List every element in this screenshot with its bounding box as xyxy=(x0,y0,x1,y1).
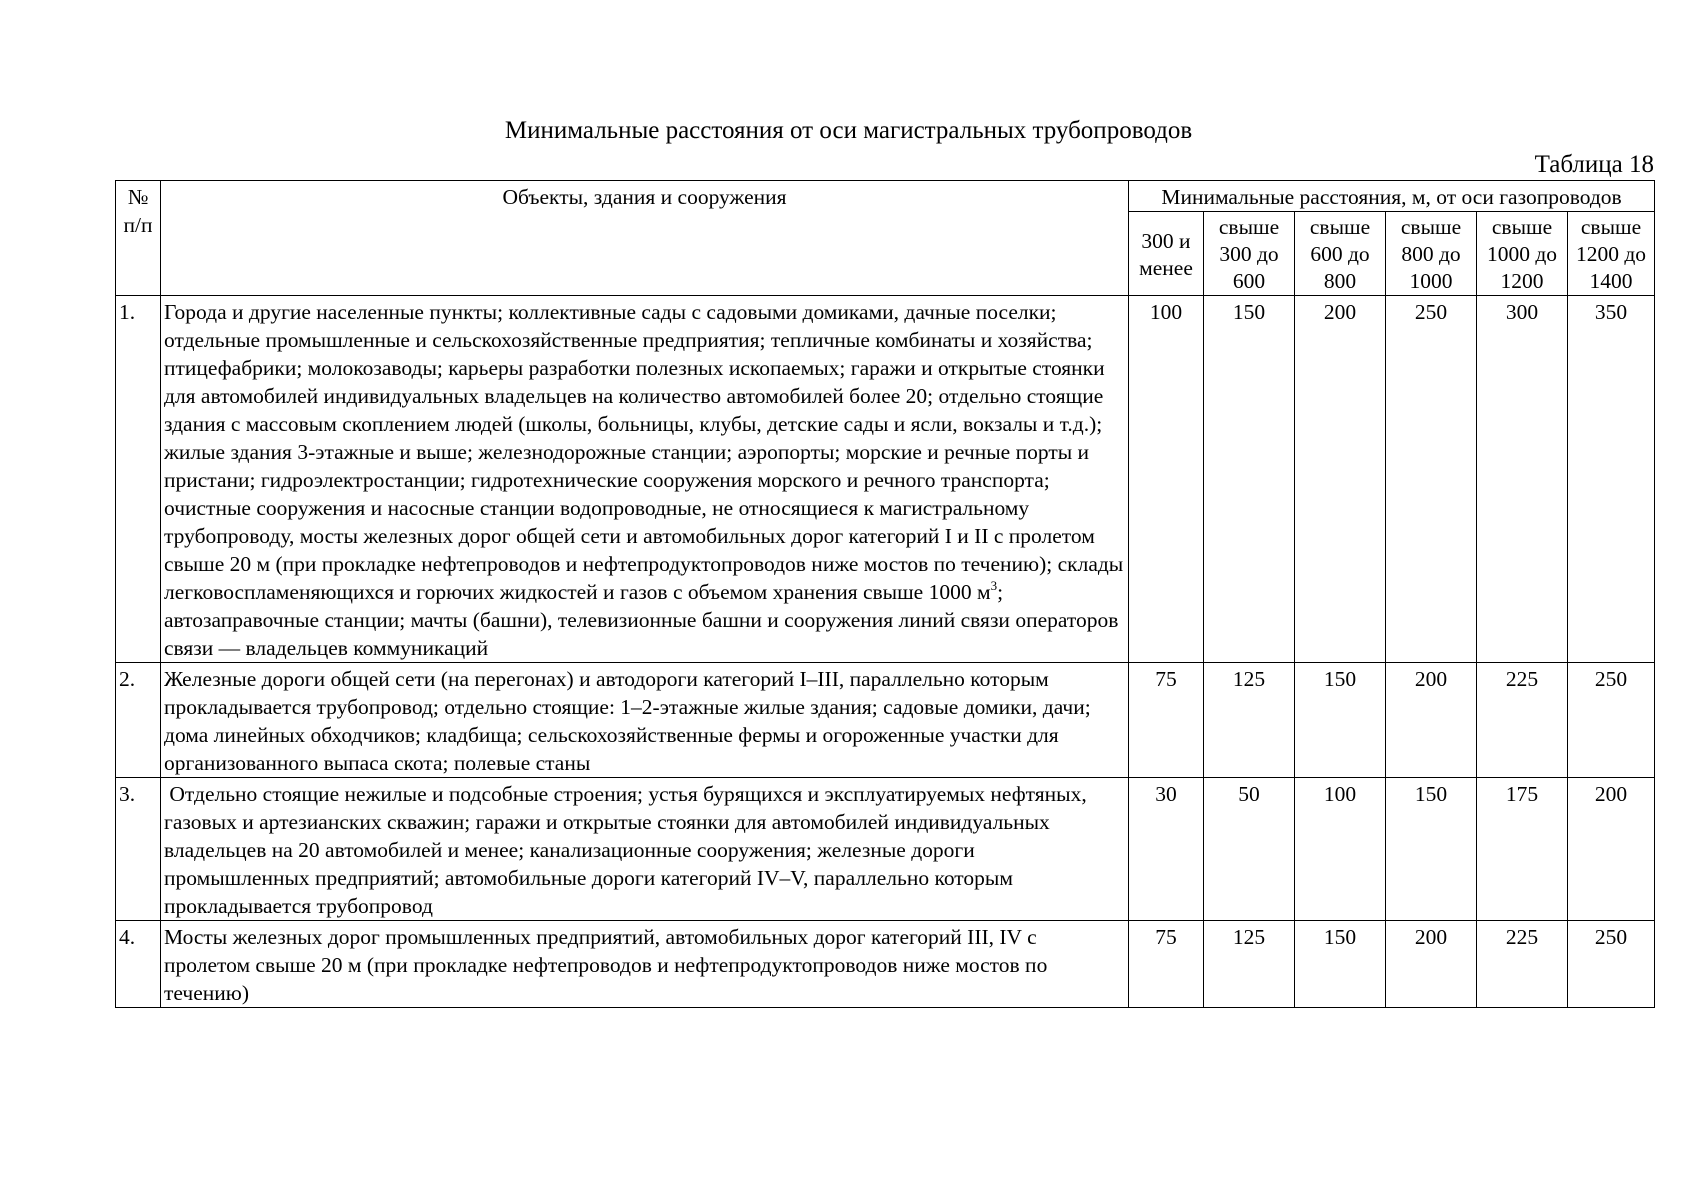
row-objects-text xyxy=(161,663,1129,778)
header-line: 1000 до xyxy=(1486,242,1558,266)
header-diameter-col-3 xyxy=(1295,212,1386,296)
document-title: Минимальные расстояния от оси магистральных трубопроводов xyxy=(504,117,1193,144)
row-number: 4. xyxy=(116,921,161,1008)
row-value: 300 xyxy=(1477,296,1568,663)
header-line: 1200 xyxy=(1500,269,1544,293)
table-row xyxy=(116,778,1655,921)
row-text: Отдельно стоящие нежилые и подсобные строения; устья бурящихся и эксплуатируемых нефтяных, газовых и артезианских скважин; гаражи и открытые стоянки для автомобилей индивидуальных владельцев на 20 автомобилей и менее; канализационные сооружения; железные дороги промышленных предприятий; автомобильные дороги категорий IV–V, параллельно которым прокладывается трубопровод xyxy=(164,782,1093,918)
row-objects-text xyxy=(161,296,1129,663)
header-line: свыше xyxy=(1400,215,1462,239)
header-diameter-col-5 xyxy=(1477,212,1568,296)
row-value: 200 xyxy=(1295,296,1386,663)
header-line: 600 xyxy=(1232,269,1266,293)
header-line: 300 до xyxy=(1219,242,1279,266)
header-line: 1000 xyxy=(1409,269,1453,293)
row-value: 150 xyxy=(1204,296,1295,663)
row-value: 200 xyxy=(1386,921,1477,1008)
header-row-group xyxy=(116,181,1655,212)
header-line: свыше xyxy=(1218,215,1280,239)
row-value: 250 xyxy=(1568,921,1655,1008)
row-number: 3. xyxy=(116,778,161,921)
row-text: Мосты железных дорог промышленных предприятий, автомобильных дорог категорий III, IV с пролетом свыше 20 м (при прокладке нефтепроводов и нефтепродуктопроводов ниже мостов по течению) xyxy=(164,925,1048,1005)
row-value: 200 xyxy=(1386,663,1477,778)
header-line: свыше xyxy=(1491,215,1553,239)
row-number: 1. xyxy=(116,296,161,663)
table-row xyxy=(116,296,1655,663)
table-body xyxy=(116,296,1655,1008)
header-line: свыше xyxy=(1309,215,1371,239)
row-number: 2. xyxy=(116,663,161,778)
row-value: 50 xyxy=(1204,778,1295,921)
row-value: 125 xyxy=(1204,921,1295,1008)
row-value: 150 xyxy=(1295,921,1386,1008)
row-objects-text xyxy=(161,921,1129,1008)
header-line: свыше xyxy=(1580,215,1642,239)
row-value: 350 xyxy=(1568,296,1655,663)
row-value: 30 xyxy=(1129,778,1204,921)
table-number-label: Таблица 18 xyxy=(1534,151,1654,178)
header-number-column xyxy=(116,181,161,296)
row-value: 250 xyxy=(1386,296,1477,663)
row-value: 100 xyxy=(1129,296,1204,663)
row-value: 150 xyxy=(1386,778,1477,921)
header-line: 800 до xyxy=(1401,242,1461,266)
header-distance-group: Минимальные расстояния, м, от оси газопроводов xyxy=(1129,181,1655,212)
row-value: 200 xyxy=(1568,778,1655,921)
header-line: 1200 до xyxy=(1575,242,1647,266)
row-value: 225 xyxy=(1477,663,1568,778)
table-row xyxy=(116,921,1655,1008)
header-diameter-col-2 xyxy=(1204,212,1295,296)
row-value: 125 xyxy=(1204,663,1295,778)
header-diameter-col-6 xyxy=(1568,212,1655,296)
row-value: 175 xyxy=(1477,778,1568,921)
distances-table xyxy=(115,180,1655,1008)
table-header xyxy=(116,181,1655,296)
header-diameter-col-4 xyxy=(1386,212,1477,296)
header-line: 600 до xyxy=(1310,242,1370,266)
row-objects-text xyxy=(161,778,1129,921)
header-objects-column: Объекты, здания и сооружения xyxy=(161,181,1129,296)
superscript: 3 xyxy=(990,578,998,593)
row-value: 100 xyxy=(1295,778,1386,921)
header-number-symbol: № xyxy=(127,185,149,209)
header-line: 800 xyxy=(1323,269,1357,293)
header-number-abbrev: п/п xyxy=(123,213,153,237)
row-value: 75 xyxy=(1129,921,1204,1008)
row-value: 225 xyxy=(1477,921,1568,1008)
row-value: 250 xyxy=(1568,663,1655,778)
header-line: 300 и xyxy=(1141,228,1191,253)
row-value: 150 xyxy=(1295,663,1386,778)
row-text: Города и другие населенные пункты; коллективные сады с садовыми домиками, дачные поселки; отдельные промышленные и сельскохозяйственные предприятия; тепличные комбинаты и хозяйства; птицефабрики; молокозаводы; карьеры разработки полезных ископаемых; гаражи и открытые стоянки для автомобилей индивидуальных владельцев на количество автомобилей более 20; отдельно стоящие здания с массовым скоплением людей (школы, больницы, клубы, детские сады и ясли, вокзалы и т.д.); жилые здания 3-этажные и выше; железнодорожные станции; аэропорты; морские и речные порты и пристани; гидроэлектростанции; гидротехнические сооружения морского и речного транспорта; очистные сооружения и насосные станции водопроводные, не относящиеся к магистральному трубопроводу, мосты железных дорог общей сети и автомобильных дорог категорий I и II с пролетом свыше 20 м (при прокладке нефтепроводов и нефтепродуктопроводов ниже мостов по течению); склады легковоспламеняющихся и горючих жидкостей и газов с объемом хранения свыше 1000 м xyxy=(164,300,1124,604)
table-row xyxy=(116,663,1655,778)
header-line: менее xyxy=(1139,255,1193,280)
row-text: Железные дороги общей сети (на перегонах) и автодороги категорий I–III, параллельно которым прокладывается трубопровод; отдельно стоящие: 1–2-этажные жилые здания; садовые домики, дачи; дома линейных обходчиков; кладбища; сельскохозяйственные фермы и огороженные участки для организованного выпаса скота; полевые станы xyxy=(164,667,1091,775)
row-value: 75 xyxy=(1129,663,1204,778)
header-line: 1400 xyxy=(1589,269,1633,293)
row-text-continued: ; автозаправочные станции; мачты (башни), телевизионные башни и сооружения линий связи операторов связи — владельцев коммуникаций xyxy=(164,580,1119,660)
header-diameter-col-1 xyxy=(1129,212,1204,296)
